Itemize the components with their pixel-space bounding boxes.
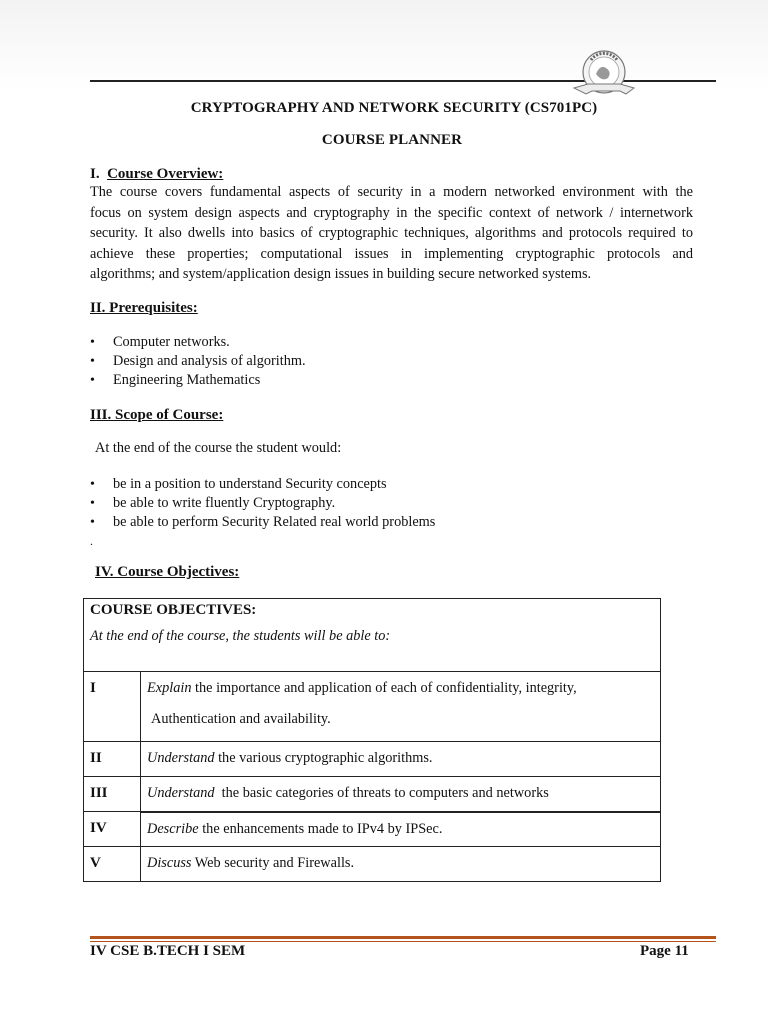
list-item: • Design and analysis of algorithm. — [90, 352, 306, 371]
paragraph-line: security. It also dwells into basics of cryptographic techniques, algorithms and protocols required to — [90, 225, 693, 242]
paragraph-line: focus on system design aspects and cryptography in the specific context of network / internetwork — [90, 204, 693, 221]
footer-rule — [90, 936, 716, 939]
objective-number: III — [84, 777, 141, 812]
section-heading-scope — [90, 407, 223, 424]
objective-number: IV — [84, 812, 141, 847]
objective-continuation: Authentication and availability. — [151, 711, 331, 727]
list-item: • be able to write fluently Cryptography. — [90, 494, 435, 513]
objective-text — [141, 777, 661, 812]
objective-verb: Understand — [147, 750, 215, 766]
table-title: COURSE OBJECTIVES: — [90, 602, 257, 618]
list-item: • Engineering Mathematics — [90, 371, 306, 390]
scope-list — [90, 475, 435, 532]
page-number: Page 11 — [640, 943, 689, 959]
objective-description: the basic categories of threats to computers and networks — [214, 785, 549, 801]
table-subtitle: At the end of the course, the students will be able to: — [90, 628, 391, 644]
objective-verb: Discuss — [147, 855, 192, 871]
objective-text — [141, 742, 661, 777]
objective-description: the importance and application of each of confidentiality, integrity, — [191, 680, 577, 696]
section-heading-overview — [90, 166, 223, 183]
list-item: • be in a position to understand Security concepts — [90, 475, 435, 494]
section-title: IV. Course Objectives: — [95, 564, 240, 580]
objective-description: the enhancements made to IPv4 by IPSec. — [198, 820, 443, 837]
section-title: II. Prerequisites: — [90, 300, 198, 316]
page-header-band — [0, 0, 768, 90]
paragraph-line: The course covers fundamental aspects of security in a modern networked environment with the — [90, 184, 693, 200]
footer-rule-thin — [90, 941, 716, 942]
objective-text — [141, 847, 661, 882]
objective-number: II — [84, 742, 141, 777]
objective-description: the various cryptographic algorithms. — [214, 750, 433, 766]
objective-text — [141, 672, 661, 742]
table-row — [84, 777, 661, 812]
section-title: III. Scope of Course: — [90, 407, 224, 423]
objective-verb: Understand — [147, 785, 215, 801]
section-heading-objectives — [95, 564, 239, 581]
list-item: • Computer networks. — [90, 333, 306, 352]
table-row — [84, 742, 661, 777]
paragraph-line: achieve these properties; computational issues in implementing cryptographic protocols and — [90, 245, 693, 262]
trailing-dot: . — [90, 534, 93, 548]
objective-number: V — [84, 847, 141, 882]
table-row — [84, 812, 661, 847]
table-header-cell — [84, 599, 661, 672]
scope-intro: At the end of the course the student would: — [95, 440, 342, 456]
list-item: • be able to perform Security Related real world problems — [90, 513, 435, 532]
prerequisites-list — [90, 333, 306, 390]
institution-seal-logo — [560, 44, 652, 104]
footer-course-label: IV CSE B.TECH I SEM — [90, 943, 246, 959]
document-title: CRYPTOGRAPHY AND NETWORK SECURITY (CS701PC) — [190, 100, 598, 116]
objective-verb: Describe — [147, 820, 199, 837]
objective-verb: Explain — [147, 680, 192, 696]
objective-description: Web security and Firewalls. — [191, 855, 355, 871]
table-row — [84, 672, 661, 742]
document-subtitle: COURSE PLANNER — [321, 132, 463, 148]
overview-paragraph — [90, 182, 693, 285]
objective-number: I — [84, 672, 141, 742]
section-title: Course Overview: — [107, 166, 224, 182]
section-heading-prerequisites — [90, 300, 198, 317]
section-number: I. — [90, 166, 100, 182]
paragraph-line: algorithms; and system/application design issues in building secure networked systems. — [90, 266, 592, 283]
course-objectives-table — [83, 598, 661, 882]
objective-text — [141, 812, 661, 847]
table-row — [84, 847, 661, 882]
